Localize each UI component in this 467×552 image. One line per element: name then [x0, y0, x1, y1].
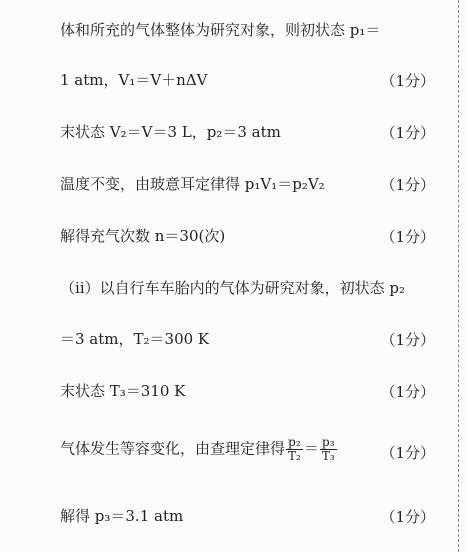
solution-line-5: 解得充气次数 n＝30(次) — [60, 227, 226, 245]
solution-line-2: 1 atm，V₁＝V＋nΔV — [60, 71, 208, 89]
solution-line-10: 解得 p₃＝3.1 atm — [60, 507, 184, 525]
score-label-9: （1分） — [380, 444, 435, 462]
equals-sign: ＝ — [303, 439, 319, 458]
fraction-p3-over-T3 — [320, 436, 337, 463]
score-label-10: （1分） — [380, 508, 435, 526]
solution-line-7: ＝3 atm，T₂＝300 K — [60, 330, 210, 348]
solution-line-3: 末状态 V₂＝V＝3 L，p₂＝3 atm — [60, 123, 281, 141]
solution-line-4: 温度不变，由玻意耳定律得 p₁V₁＝p₂V₂ — [60, 175, 325, 193]
charles-law-text: 气体发生等容变化，由查理定律得 — [60, 439, 286, 458]
score-label-4: （1分） — [380, 176, 435, 194]
score-label-3: （1分） — [380, 124, 435, 142]
score-label-8: （1分） — [380, 383, 435, 401]
score-label-5: （1分） — [380, 228, 435, 246]
fraction-p2-over-T2 — [286, 436, 303, 463]
solution-line-8: 末状态 T₃＝310 K — [60, 382, 186, 400]
fraction-denominator: T₃ — [321, 449, 335, 463]
score-label-2: （1分） — [380, 72, 435, 90]
fraction-numerator: p₃ — [320, 436, 337, 450]
score-label-7: （1分） — [380, 331, 435, 349]
fraction-numerator: p₂ — [286, 436, 303, 450]
solution-line-6: （ⅱ）以自行车车胎内的气体为研究对象，初状态 p₂ — [60, 279, 405, 297]
solution-line-1: 体和所充的气体整体为研究对象，则初状态 p₁＝ — [60, 21, 381, 39]
fraction-denominator: T₂ — [288, 449, 301, 463]
